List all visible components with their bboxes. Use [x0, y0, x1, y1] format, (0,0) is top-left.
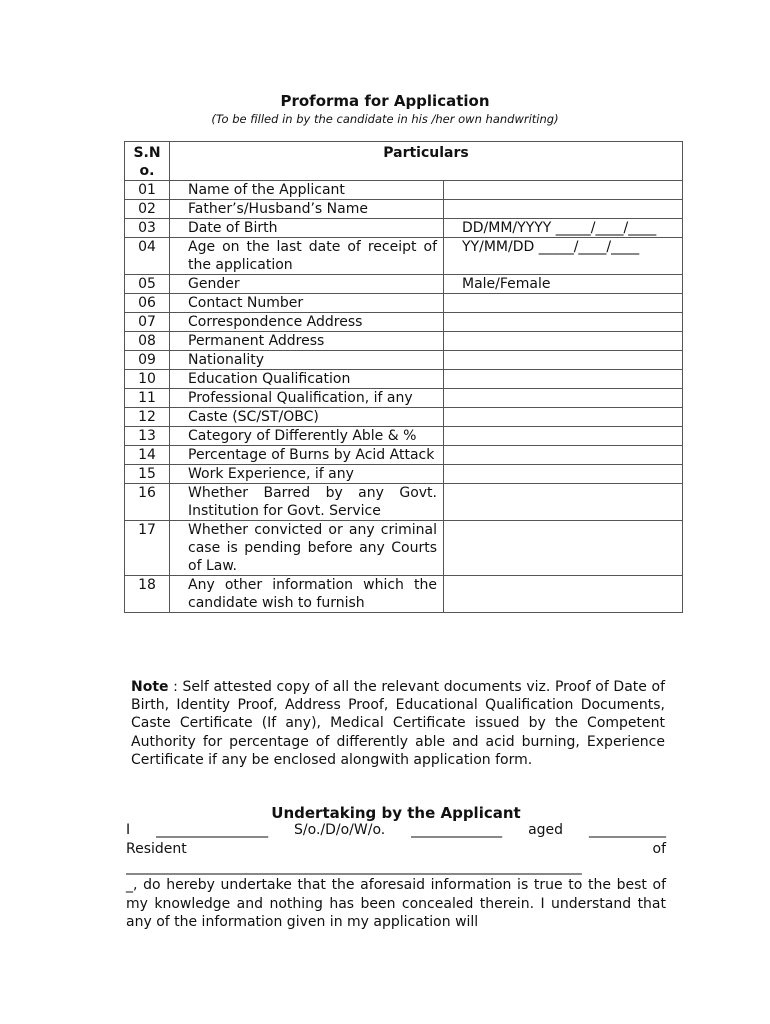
row-label: Nationality	[170, 351, 444, 370]
sno-header: S.N o.	[125, 142, 170, 181]
row-number: 09	[125, 351, 170, 370]
row-value-field[interactable]	[444, 181, 683, 200]
table-row	[125, 370, 683, 389]
undertaking-line-1	[126, 821, 666, 839]
row-number: 06	[125, 294, 170, 313]
row-number: 04	[125, 238, 170, 275]
row-value-field[interactable]	[444, 332, 683, 351]
row-number: 18	[125, 576, 170, 613]
table-row	[125, 521, 683, 576]
address-blank-line: _____________________________________________________________________	[126, 859, 582, 875]
table-row	[125, 294, 683, 313]
note-paragraph	[131, 678, 665, 769]
row-value-field[interactable]	[444, 408, 683, 427]
table-row	[125, 408, 683, 427]
row-value-field[interactable]	[444, 200, 683, 219]
guardian-blank: _____________	[411, 822, 503, 838]
row-number: 02	[125, 200, 170, 219]
row-label: Whether convicted or any criminal case is pending before any Courts of Law.	[170, 521, 444, 576]
table-row	[125, 351, 683, 370]
table-row	[125, 446, 683, 465]
row-label: Name of the Applicant	[170, 181, 444, 200]
row-label: Age on the last date of receipt of the application	[170, 238, 444, 275]
of-text: of	[652, 841, 666, 857]
undertaking-title: Undertaking by the Applicant	[271, 804, 521, 822]
row-number: 08	[125, 332, 170, 351]
row-label: Permanent Address	[170, 332, 444, 351]
row-value-field[interactable]	[444, 294, 683, 313]
table-row	[125, 465, 683, 484]
form-title: Proforma for Application	[280, 92, 490, 110]
table-header-row	[125, 142, 683, 181]
row-number: 15	[125, 465, 170, 484]
row-number: 03	[125, 219, 170, 238]
row-number: 12	[125, 408, 170, 427]
row-value-field[interactable]	[444, 446, 683, 465]
undertaking-i: I	[126, 822, 131, 838]
table-row	[125, 200, 683, 219]
undertaking-body: _, do hereby undertake that the aforesaid information is true to the best of my knowledge and nothing has been concealed therein. I understand that any of the information given in my application will	[126, 877, 666, 930]
table-row	[125, 427, 683, 446]
table-row	[125, 332, 683, 351]
row-label: Professional Qualification, if any	[170, 389, 444, 408]
row-number: 05	[125, 275, 170, 294]
row-number: 16	[125, 484, 170, 521]
row-number: 17	[125, 521, 170, 576]
row-number: 01	[125, 181, 170, 200]
table-row	[125, 181, 683, 200]
age-blank: ___________	[589, 822, 666, 838]
row-value-field[interactable]	[444, 484, 683, 521]
row-number: 07	[125, 313, 170, 332]
row-value-field[interactable]: Male/Female	[444, 275, 683, 294]
row-value-field[interactable]	[444, 313, 683, 332]
table-row	[125, 238, 683, 275]
row-value-field[interactable]: DD/MM/YYYY _____/____/____	[444, 219, 683, 238]
row-label: Gender	[170, 275, 444, 294]
row-label: Any other information which the candidate wish to furnish	[170, 576, 444, 613]
row-value-field[interactable]	[444, 389, 683, 408]
row-label: Education Qualification	[170, 370, 444, 389]
row-value-field[interactable]	[444, 351, 683, 370]
note-text: : Self attested copy of all the relevant documents viz. Proof of Date of Birth, Identity Proof, Address Proof, Educational Qualification Documents, Caste Certificate (If any), Medical Certificate issued by the Competent Authority for percentage of differently able and acid burning, Experience Certificate if any be enclosed alongwith application form.	[131, 679, 666, 768]
row-label: Work Experience, if any	[170, 465, 444, 484]
row-label: Whether Barred by any Govt. Institution for Govt. Service	[170, 484, 444, 521]
relation-text: S/o./D/o/W/o.	[294, 822, 386, 838]
row-value-field[interactable]	[444, 521, 683, 576]
row-value-field[interactable]	[444, 576, 683, 613]
table-row	[125, 313, 683, 332]
table-row	[125, 389, 683, 408]
row-label: Date of Birth	[170, 219, 444, 238]
particulars-header: Particulars	[170, 142, 683, 181]
row-number: 11	[125, 389, 170, 408]
note-label: Note	[131, 679, 169, 695]
row-value-field[interactable]	[444, 465, 683, 484]
row-label: Contact Number	[170, 294, 444, 313]
row-number: 10	[125, 370, 170, 389]
form-subtitle: (To be filled in by the candidate in his /her own handwriting)	[211, 112, 559, 126]
name-blank: ________________	[156, 822, 269, 838]
row-value-field[interactable]	[444, 370, 683, 389]
aged-text: aged	[528, 822, 564, 838]
undertaking-line-2	[126, 840, 666, 858]
row-label: Father’s/Husband’s Name	[170, 200, 444, 219]
table-row	[125, 275, 683, 294]
row-number: 13	[125, 427, 170, 446]
table-row	[125, 576, 683, 613]
row-label: Caste (SC/ST/OBC)	[170, 408, 444, 427]
row-label: Percentage of Burns by Acid Attack	[170, 446, 444, 465]
row-value-field[interactable]	[444, 427, 683, 446]
row-number: 14	[125, 446, 170, 465]
table-row	[125, 219, 683, 238]
row-label: Category of Differently Able & %	[170, 427, 444, 446]
row-value-field[interactable]: YY/MM/DD _____/____/____	[444, 238, 683, 275]
row-label: Correspondence Address	[170, 313, 444, 332]
particulars-table	[124, 141, 683, 613]
table-row	[125, 484, 683, 521]
resident-text: Resident	[126, 841, 187, 857]
